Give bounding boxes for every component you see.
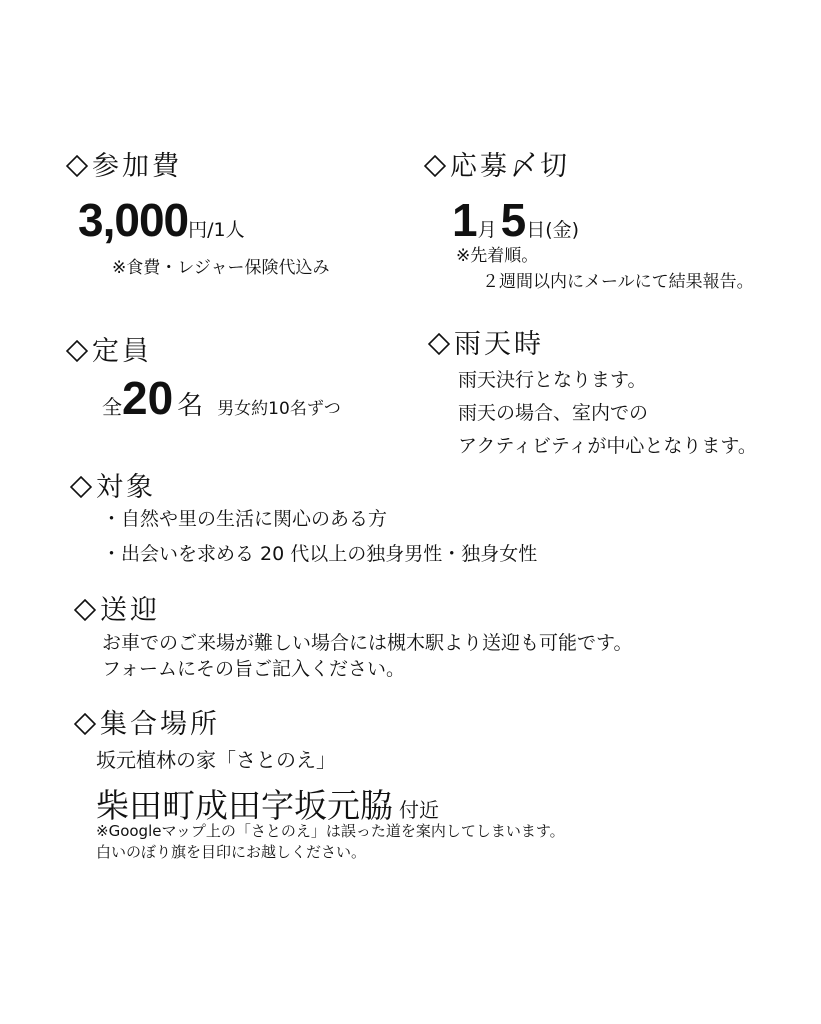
capacity-unit: 名 [177, 391, 204, 421]
capacity-count [102, 371, 341, 425]
venue-heading-text: 集合場所 [100, 709, 220, 740]
deadline-heading [424, 153, 570, 180]
deadline-day-unit: 日(金) [526, 219, 580, 241]
fee-note: ※食費・レジャー保険代込み [112, 258, 330, 278]
fee-heading [66, 153, 182, 180]
diamond-icon [428, 333, 450, 355]
deadline-note-1: ※先着順。 [456, 246, 539, 266]
pickup-heading [74, 597, 160, 624]
venue-address: 柴田町成田字坂元脇 [96, 786, 393, 825]
venue-name: 坂元植林の家「さとのえ」 [96, 748, 336, 772]
diamond-icon [66, 340, 88, 362]
venue-address-line [96, 780, 439, 827]
pickup-line-2: フォームにその旨ご記入ください。 [102, 658, 406, 680]
rain-line-1: 雨天決行となります。 [458, 369, 647, 391]
fee-heading-text: 参加費 [92, 151, 182, 182]
venue-heading [74, 711, 220, 738]
rain-line-2: 雨天の場合、室内での [458, 402, 649, 424]
deadline-month-unit: 月 [477, 219, 497, 241]
venue-note-1: ※Googleマップ上の「さとのえ」は誤った道を案内してしまいます。 [96, 822, 565, 840]
fee-price [78, 193, 245, 247]
deadline-day: 5 [500, 194, 527, 246]
rain-heading-text: 雨天時 [454, 329, 544, 360]
venue-note-2: 白いのぼり旗を目印にお越しください。 [96, 843, 367, 861]
capacity-prefix: 全 [102, 395, 122, 419]
deadline-month: 1 [452, 194, 478, 246]
target-heading-text: 対象 [96, 472, 156, 503]
rain-line-3: アクティビティが中心となります。 [458, 435, 757, 457]
deadline-note-2: ２週間以内にメールにて結果報告。 [482, 272, 754, 292]
target-item-1: ・自然や里の生活に関心のある方 [102, 508, 388, 530]
target-item-2: ・出会いを求める 20 代以上の独身男性・独身女性 [102, 543, 538, 565]
diamond-icon [74, 713, 96, 735]
diamond-icon [66, 155, 88, 177]
capacity-heading [66, 338, 152, 365]
venue-address-suffix: 付近 [399, 798, 439, 822]
target-heading [70, 474, 156, 501]
rain-heading [428, 331, 544, 358]
capacity-heading-text: 定員 [92, 336, 152, 367]
diamond-icon [424, 155, 446, 177]
deadline-heading-text: 応募〆切 [450, 151, 570, 182]
fee-amount: 3,000 [78, 194, 189, 246]
capacity-detail: 男女約10名ずつ [217, 399, 341, 419]
pickup-line-1: お車でのご来場が難しい場合には槻木駅より送迎も可能です。 [102, 632, 633, 654]
diamond-icon [74, 599, 96, 621]
capacity-number: 20 [122, 372, 174, 424]
pickup-heading-text: 送迎 [100, 595, 160, 626]
fee-unit: 円/1人 [188, 219, 245, 241]
diamond-icon [70, 476, 92, 498]
deadline-date [452, 193, 579, 247]
